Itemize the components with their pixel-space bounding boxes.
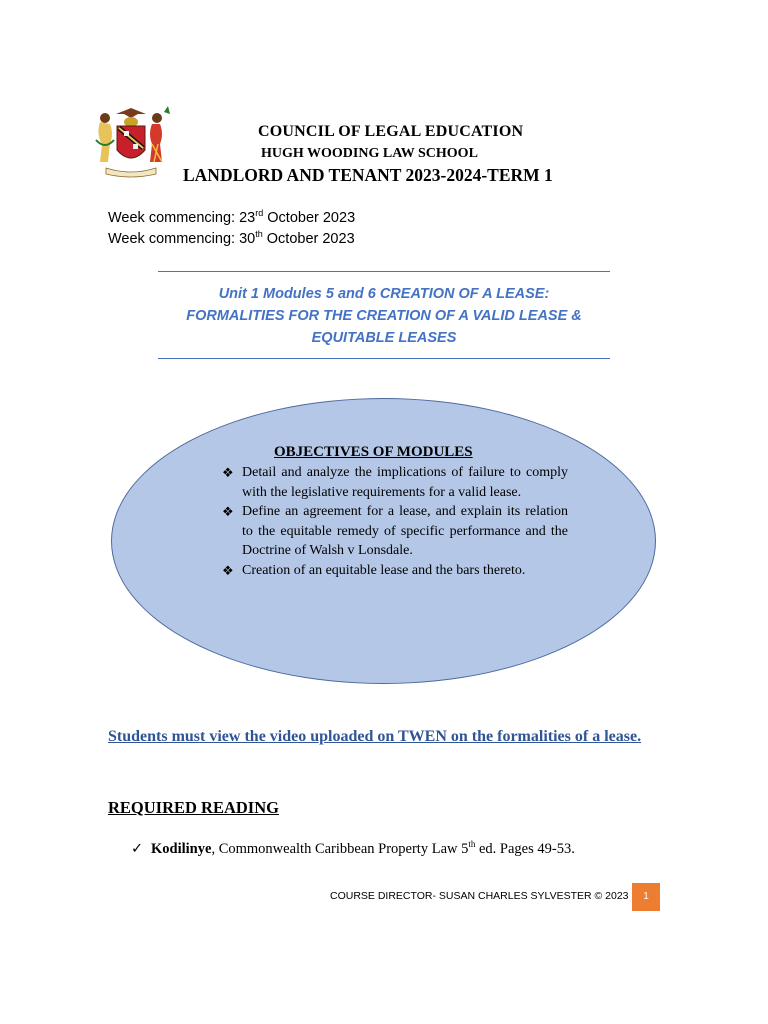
title-rule-bottom <box>158 358 610 359</box>
objective-item: ❖ Detail and analyze the implications of failure to comply with the legislative requirements for a valid lease. <box>222 465 568 500</box>
diamond-bullet-icon: ❖ <box>222 465 234 480</box>
objectives-title: OBJECTIVES OF MODULES <box>274 444 473 460</box>
check-icon: ✓ <box>131 841 144 857</box>
page-number: 1 <box>632 883 660 911</box>
objective-item: ❖ Define an agreement for a lease, and explain its relation to the equitable remedy of specific performance and the Doctrine of Walsh v Lonsdale. <box>222 504 568 558</box>
video-notice: Students must view the video uploaded on TWEN on the formalities of a lease. <box>108 728 642 745</box>
objective-item: ❖ Creation of an equitable lease and the bars thereto. <box>222 561 568 581</box>
school-name: HUGH WOODING LAW SCHOOL <box>261 146 478 161</box>
diamond-bullet-icon: ❖ <box>222 504 234 519</box>
title-rule-top <box>158 271 610 272</box>
council-title: COUNCIL OF LEGAL EDUCATION <box>258 123 524 140</box>
week-commencing-line: Week commencing: 30th October 2023 <box>108 229 355 247</box>
footer-text: COURSE DIRECTOR- SUSAN CHARLES SYLVESTER © 2023 <box>330 890 629 902</box>
course-title: LANDLORD AND TENANT 2023-2024-TERM 1 <box>183 165 553 185</box>
objectives-list <box>222 463 568 580</box>
reading-list-item: ✓ Kodilinye, Commonwealth Caribbean Property Law 5th ed. Pages 49-53. <box>131 839 575 857</box>
required-reading-heading: REQUIRED READING <box>108 798 279 817</box>
week-commencing-line: Week commencing: 23rd October 2023 <box>108 208 356 226</box>
coat-of-arms-logo <box>86 104 176 180</box>
diamond-bullet-icon: ❖ <box>222 562 234 578</box>
unit-title: Unit 1 Modules 5 and 6 CREATION OF A LEASE: FORMALITIES FOR THE CREATION OF A VALID LEASE & EQUITABLE LEASES <box>186 286 582 346</box>
